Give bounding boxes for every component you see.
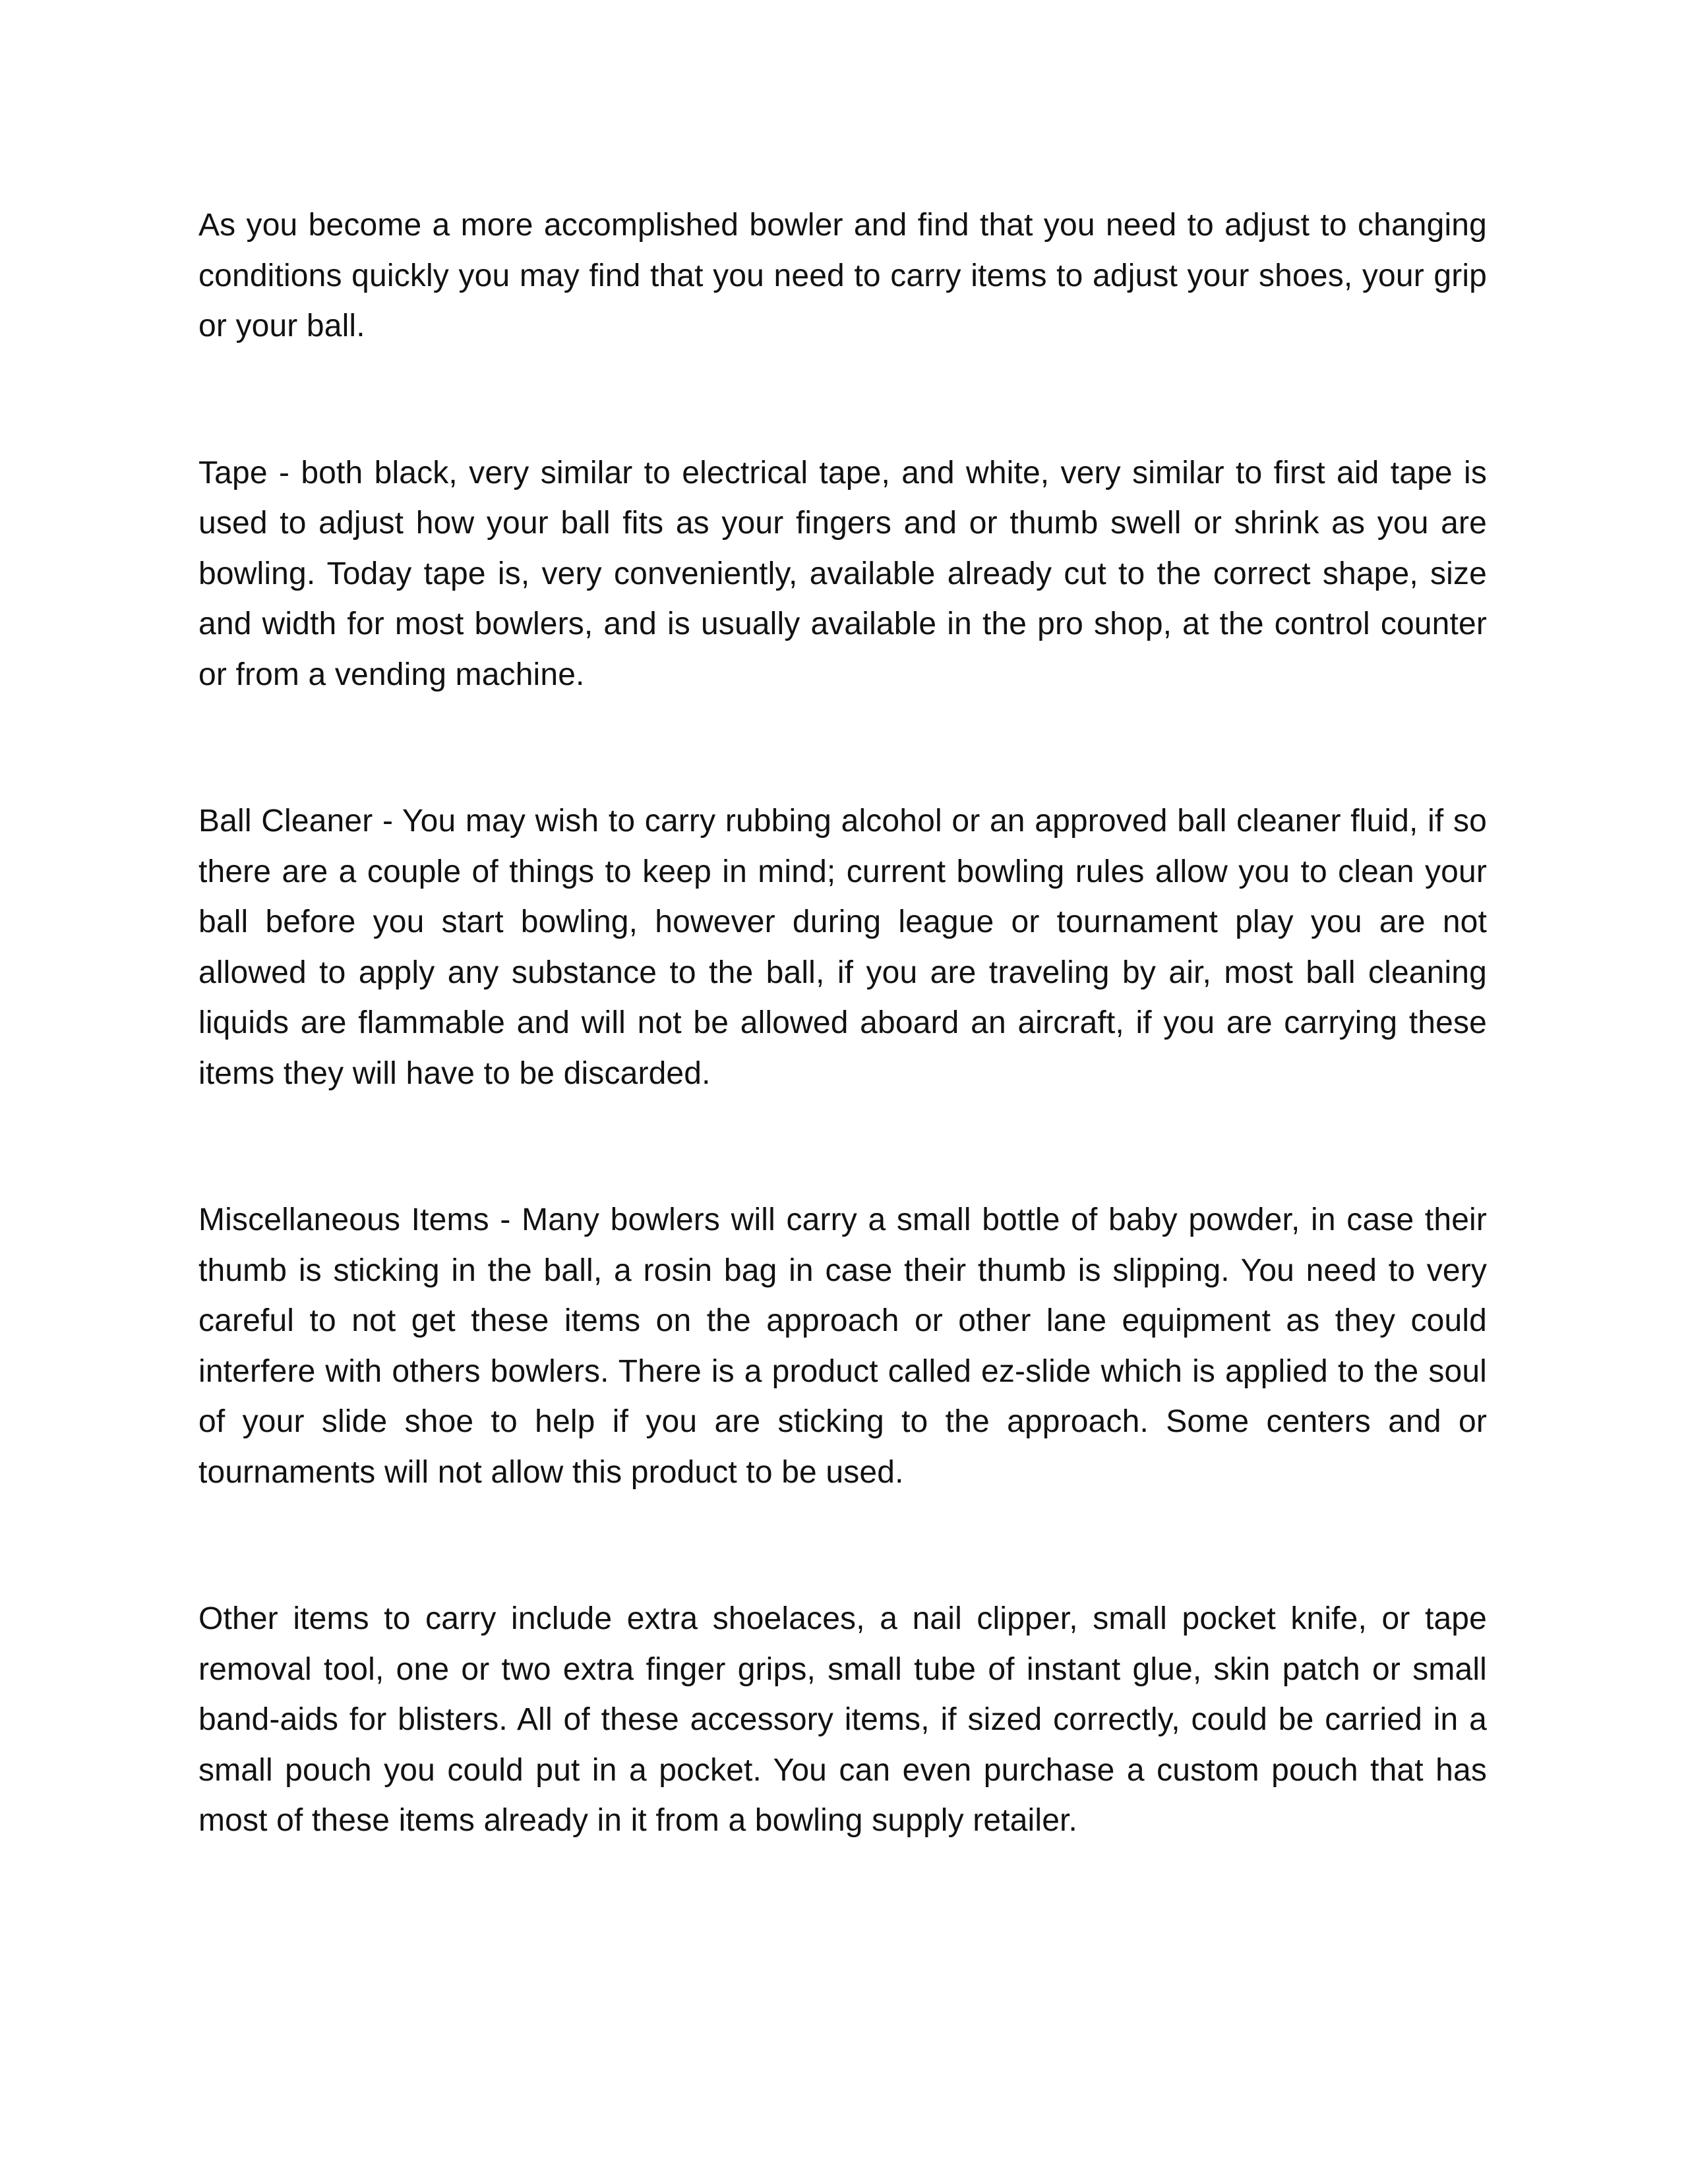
document-body [198, 200, 1487, 1846]
paragraph-miscellaneous-items: Miscellaneous Items - Many bowlers will carry a small bottle of baby powder, in case their thumb is sticking in the ball, a rosin bag in case their thumb is slipping. You need to very careful to not get these items on the approach or other lane equipment as they could interfere with others bowlers. There is a product called ez-slide which is applied to the soul of your slide shoe to help if you are sticking to the approach. Some centers and or tournaments will not allow this product to be used. [198, 1202, 1487, 1490]
paragraph-ball-cleaner: Ball Cleaner - You may wish to carry rubbing alcohol or an approved ball cleaner fluid, if so there are a couple of things to keep in mind; current bowling rules allow you to clean your ball before you start bowling, however during league or tournament play you are not allowed to apply any substance to the ball, if you are traveling by air, most ball cleaning liquids are flammable and will not be allowed aboard an aircraft, if you are carrying these items they will have to be discarded. [198, 804, 1487, 1091]
paragraph-other-items: Other items to carry include extra shoelaces, a nail clipper, small pocket knife, or tape removal tool, one or two extra finger grips, small tube of instant glue, skin patch or small band-aids for blisters. All of these accessory items, if sized correctly, could be carried in a small pouch you could put in a pocket. You can even purchase a custom pouch that has most of these items already in it from a bowling supply retailer. [198, 1601, 1487, 1838]
paragraph-tape: Tape - both black, very similar to electrical tape, and white, very similar to first aid tape is used to adjust how your ball fits as your fingers and or thumb swell or shrink as you are bowling. Today tape is, very conveniently, available already cut to the correct shape, size and width for most bowlers, and is usually available in the pro shop, at the control counter or from a vending machine. [198, 455, 1487, 692]
paragraph-intro: As you become a more accomplished bowler and find that you need to adjust to changing conditions quickly you may find that you need to carry items to adjust your shoes, your grip or your ball. [198, 208, 1487, 343]
